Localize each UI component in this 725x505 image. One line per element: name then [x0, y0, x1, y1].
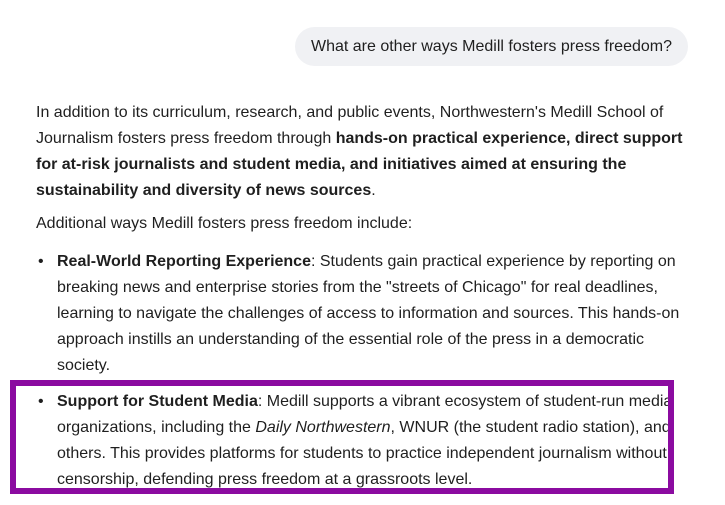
list-item-student-media	[36, 389, 690, 493]
user-message-bubble	[295, 27, 688, 66]
bullet-italic-text: Daily Northwestern	[255, 419, 391, 436]
bullet-title: Real-World Reporting Experience	[57, 253, 311, 270]
assistant-paragraph-lead-in: Additional ways Medill fosters press freedom include:	[36, 215, 413, 232]
bullet-text: Students gain practical experience by reporting on breaking news and enterprise stories from the "streets of Chicago" for real deadlines, learning to navigate the challenges of access to information and sources. This hands-on approach instills an understanding of the essential role of the press in a democratic society.	[57, 253, 680, 374]
list-item-reporting-experience	[36, 249, 690, 379]
bullet-list	[36, 249, 690, 493]
paragraph-intro-suffix: .	[371, 182, 376, 199]
bullet-separator: :	[310, 253, 320, 270]
bullet-text-after: , WNUR (the student radio station), and others. This provides platforms for students to practice independent journalism without censorship, defending press freedom at a grassroots level.	[57, 419, 671, 488]
paragraph-intro-bold: hands-on practical experience, direct support for at-risk journalists and student media, and initiatives aimed at ensuring the sustainability and diversity of news sources	[36, 130, 683, 199]
bullet-marker: •	[38, 253, 44, 270]
bullet-title: Support for Student Media	[57, 393, 258, 410]
bullet-marker: •	[38, 393, 44, 410]
user-message-text: What are other ways Medill fosters press freedom?	[310, 37, 672, 55]
bullet-separator: :	[257, 393, 267, 410]
bullet-text: Medill supports a vibrant ecosystem of student-run media organizations, including the	[57, 393, 673, 436]
paragraph-intro-prefix: In addition to its curriculum, research, and public events, Northwestern's Medill School of Journalism fosters press freedom through	[36, 104, 664, 147]
assistant-paragraph-intro	[36, 100, 690, 204]
assistant-response	[36, 100, 690, 493]
